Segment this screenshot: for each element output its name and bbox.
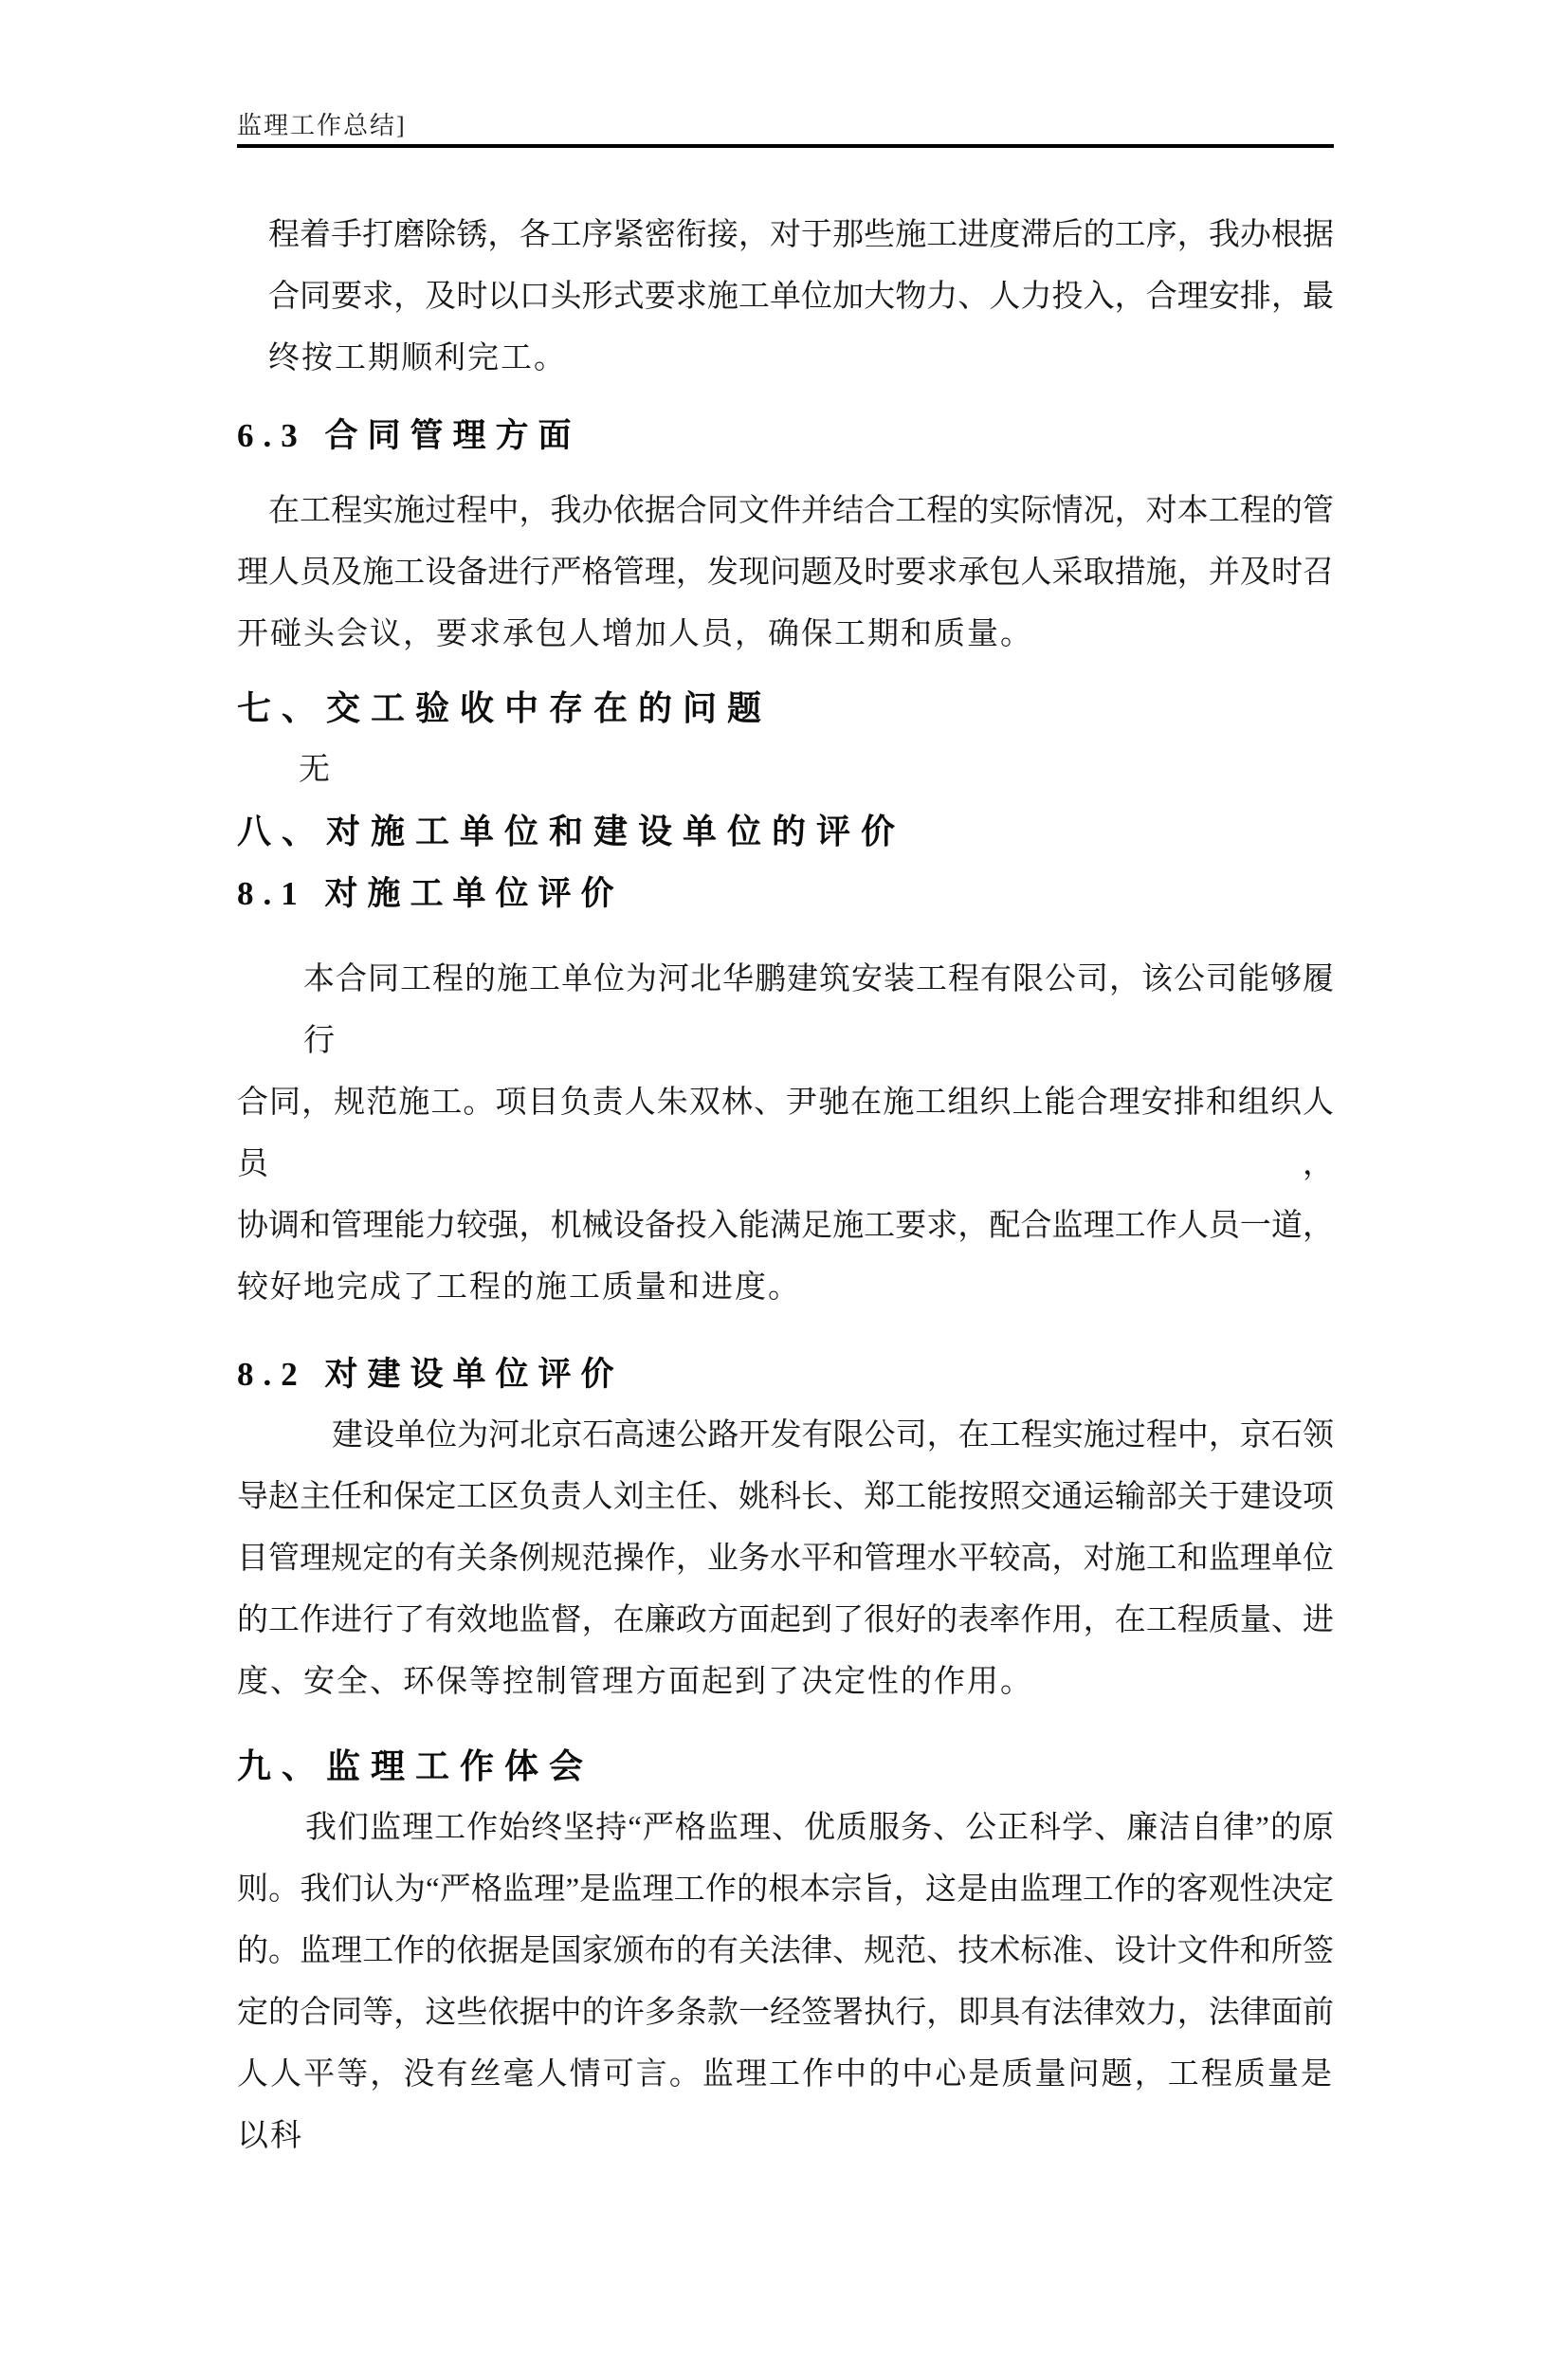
text-line: 的。监理工作的依据是国家颁布的有关法律、规范、技术标准、设计文件和所签 bbox=[237, 1934, 1334, 1968]
text-line: 程着手打磨除锈，各工序紧密衔接，对于那些施工进度滞后的工序，我办根据 bbox=[268, 218, 1334, 252]
text-line: 在工程实施过程中，我办依据合同文件并结合工程的实际情况，对本工程的管 bbox=[268, 494, 1334, 528]
section-heading: 6.3 合同管理方面 bbox=[237, 417, 581, 454]
text-line: 理人员及施工设备进行严格管理，发现问题及时要求承包人采取措施，并及时召 bbox=[237, 556, 1334, 590]
document-body bbox=[237, 205, 1334, 2167]
text-line: 协调和管理能力较强，机械设备投入能满足施工要求，配合监理工作人员一道， bbox=[237, 1209, 1334, 1243]
text-line: 则。我们认为“严格监理”是监理工作的根本宗旨，这是由监理工作的客观性决定 bbox=[237, 1873, 1334, 1907]
paragraph bbox=[237, 481, 1334, 666]
text-line: 开碰头会议，要求承包人增加人员，确保工期和质量。 bbox=[237, 617, 1033, 651]
paragraph bbox=[237, 1798, 1334, 2167]
paragraph bbox=[237, 1405, 1334, 1713]
section-heading: 七、交工验收中存在的问题 bbox=[237, 689, 773, 727]
header-title: 监理工作总结] bbox=[237, 112, 407, 139]
text-line: 导赵主任和保定工区负责人刘主任、姚科长、郑工能按照交通运输部关于建设项 bbox=[237, 1480, 1334, 1514]
text-line: 合同，规范施工。项目负责人朱双林、尹驰在施工组织上能合理安排和组织人员， bbox=[237, 1086, 1334, 1181]
text-line: 的工作进行了有效地监督，在廉政方面起到了很好的表率作用，在工程质量、进 bbox=[237, 1603, 1334, 1637]
text-line: 无 bbox=[299, 753, 332, 787]
section-heading: 九、监理工作体会 bbox=[237, 1747, 594, 1785]
section-heading: 8.1 对施工单位评价 bbox=[237, 875, 624, 912]
text-line: 本合同工程的施工单位为河北华鹏建筑安装工程有限公司，该公司能够履行 bbox=[303, 962, 1334, 1058]
text-line: 我们监理工作始终坚持“严格监理、优质服务、公正科学、廉洁自律”的原 bbox=[305, 1811, 1334, 1845]
paragraph bbox=[237, 740, 1334, 801]
text-line: 定的合同等，这些依据中的许多条款一经签署执行，即具有法律效力，法律面前 bbox=[237, 1996, 1334, 2030]
text-line: 建设单位为河北京石高速公路开发有限公司，在工程实施过程中，京石领 bbox=[332, 1418, 1334, 1453]
text-line: 合同要求，及时以口头形式要求施工单位加大物力、人力投入，合理安排，最 bbox=[268, 280, 1334, 314]
section-heading: 八、对施工单位和建设单位的评价 bbox=[237, 813, 906, 850]
text-line: 人人平等，没有丝毫人情可言。监理工作中的中心是质量问题，工程质量是以科 bbox=[237, 2057, 1334, 2153]
text-line: 度、安全、环保等控制管理方面起到了决定性的作用。 bbox=[237, 1665, 1033, 1699]
text-line: 目管理规定的有关条例规范操作，业务水平和管理水平较高，对施工和监理单位 bbox=[237, 1542, 1334, 1576]
paragraph bbox=[237, 949, 1334, 1319]
text-line: 终按工期顺利完工。 bbox=[268, 341, 567, 375]
paragraph bbox=[237, 205, 1334, 390]
section-heading: 8.2 对建设单位评价 bbox=[237, 1356, 624, 1393]
text-line: 较好地完成了工程的施工质量和进度。 bbox=[237, 1270, 801, 1305]
header-rule bbox=[237, 144, 1334, 148]
page-header bbox=[237, 110, 1334, 148]
